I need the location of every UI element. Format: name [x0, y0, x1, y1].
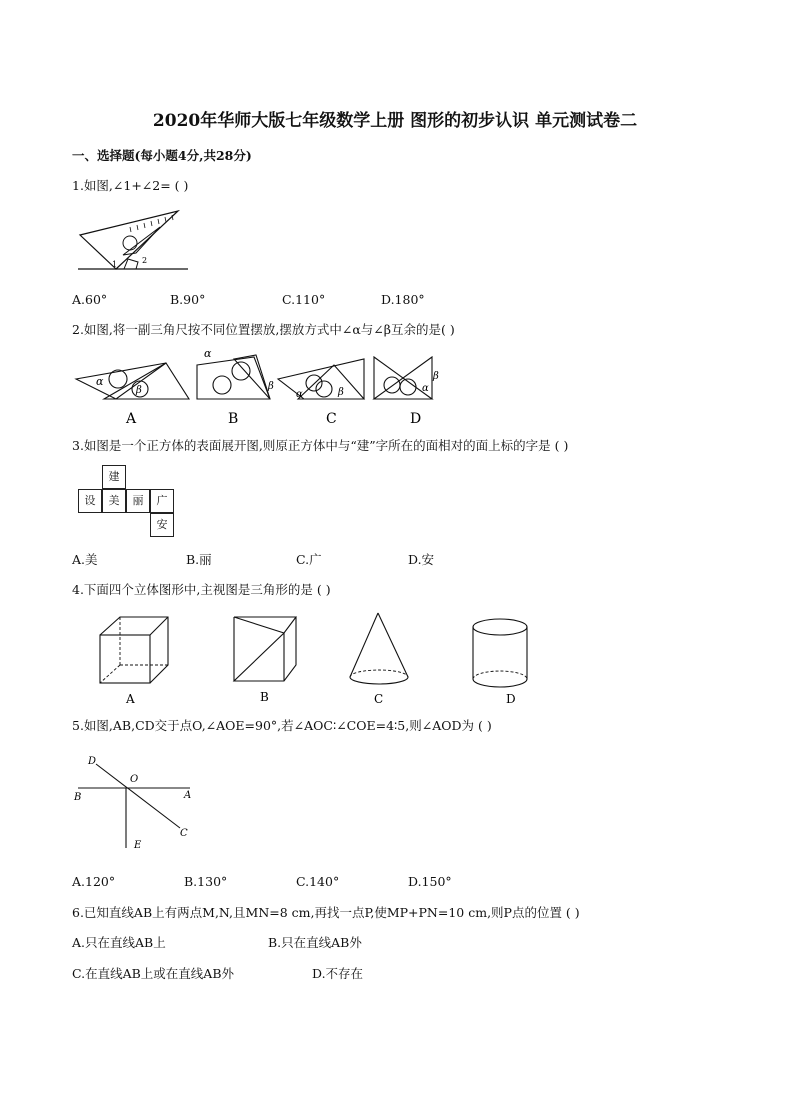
- q5-option-c: C.140°: [296, 874, 340, 889]
- section-heading: 一、选择题(每小题4分,共28分): [72, 148, 252, 163]
- q2-d-alpha: α: [422, 383, 429, 394]
- q5-option-a: A.120°: [72, 874, 116, 889]
- q1-option-b: B.90°: [170, 292, 206, 307]
- question-1-stem: 1.如图,∠1+∠2= ( ): [72, 178, 189, 193]
- question-5-stem: 5.如图,AB,CD交于点O,∠AOE=90°,若∠AOC∶∠COE=4∶5,则∠AOD为 ( ): [72, 718, 492, 733]
- q6-option-d: D.不存在: [312, 966, 364, 981]
- q6-option-c: C.在直线AB上或在直线AB外: [72, 966, 235, 981]
- question-6-stem: 6.已知直线AB上有两点M,N,且MN=8 cm,再找一点P,使MP+PN=10 cm,则P点的位置 ( ): [72, 905, 580, 920]
- question-4-stem: 4.下面四个立体图形中,主视图是三角形的是 ( ): [72, 582, 331, 597]
- q4-fig-c-label: C: [374, 692, 384, 706]
- point-o-label: O: [130, 774, 139, 785]
- q2-fig-d-label: D: [410, 411, 422, 427]
- q4-fig-b-label: B: [260, 690, 269, 704]
- q5-option-d: D.150°: [408, 874, 452, 889]
- q5-option-b: B.130°: [184, 874, 228, 889]
- net-face-mei: 美: [102, 489, 126, 513]
- q2-fig-c-label: C: [326, 411, 337, 427]
- q2-c-beta: β: [338, 387, 344, 398]
- q2-d-beta: β: [433, 371, 439, 382]
- point-c-label: C: [180, 828, 188, 839]
- point-a-label: A: [184, 790, 192, 801]
- q3-option-c: C.广: [296, 552, 322, 567]
- question-3-stem: 3.如图是一个正方体的表面展开图,则原正方体中与“建”字所在的面相对的面上标的字是 ( ): [72, 438, 569, 453]
- q6-option-b: B.只在直线AB外: [268, 935, 362, 950]
- document-title: 2020年华师大版七年级数学上册 图形的初步认识 单元测试卷二: [152, 111, 638, 131]
- point-e-label: E: [134, 840, 142, 851]
- net-face-she: 设: [78, 489, 102, 513]
- q1-option-c: C.110°: [282, 292, 326, 307]
- angle-2-label: 2: [142, 256, 148, 265]
- question-2-stem: 2.如图,将一副三角尺按不同位置摆放,摆放方式中∠α与∠β互余的是( ): [72, 322, 455, 337]
- q2-fig-b-label: B: [228, 411, 239, 427]
- q2-b-alpha: α: [204, 347, 212, 360]
- q6-option-a: A.只在直线AB上: [72, 935, 166, 950]
- question-4-figure: [90, 605, 540, 710]
- q1-option-a: A.60°: [72, 292, 108, 307]
- point-d-label: D: [88, 756, 97, 767]
- question-5-figure: [72, 752, 202, 852]
- q1-option-d: D.180°: [381, 292, 425, 307]
- point-b-label: B: [74, 792, 82, 803]
- net-face-guang: 广: [150, 489, 174, 513]
- q4-fig-d-label: D: [506, 692, 516, 706]
- q3-option-d: D.安: [408, 552, 435, 567]
- net-face-li: 丽: [126, 489, 150, 513]
- question-2-figure: [74, 345, 454, 430]
- q3-option-a: A.美: [72, 552, 98, 567]
- q2-a-alpha: α: [96, 375, 104, 388]
- q2-a-beta: β: [136, 385, 142, 396]
- net-face-jian: 建: [102, 465, 126, 489]
- question-1-figure: [78, 205, 190, 273]
- q4-fig-a-label: A: [126, 692, 135, 706]
- q2-c-alpha: α: [296, 389, 303, 400]
- q3-option-b: B.丽: [186, 552, 212, 567]
- angle-1-label: 1: [112, 260, 118, 269]
- q2-fig-a-label: A: [126, 411, 137, 427]
- q2-b-beta: β: [268, 381, 274, 392]
- net-face-an: 安: [150, 513, 174, 537]
